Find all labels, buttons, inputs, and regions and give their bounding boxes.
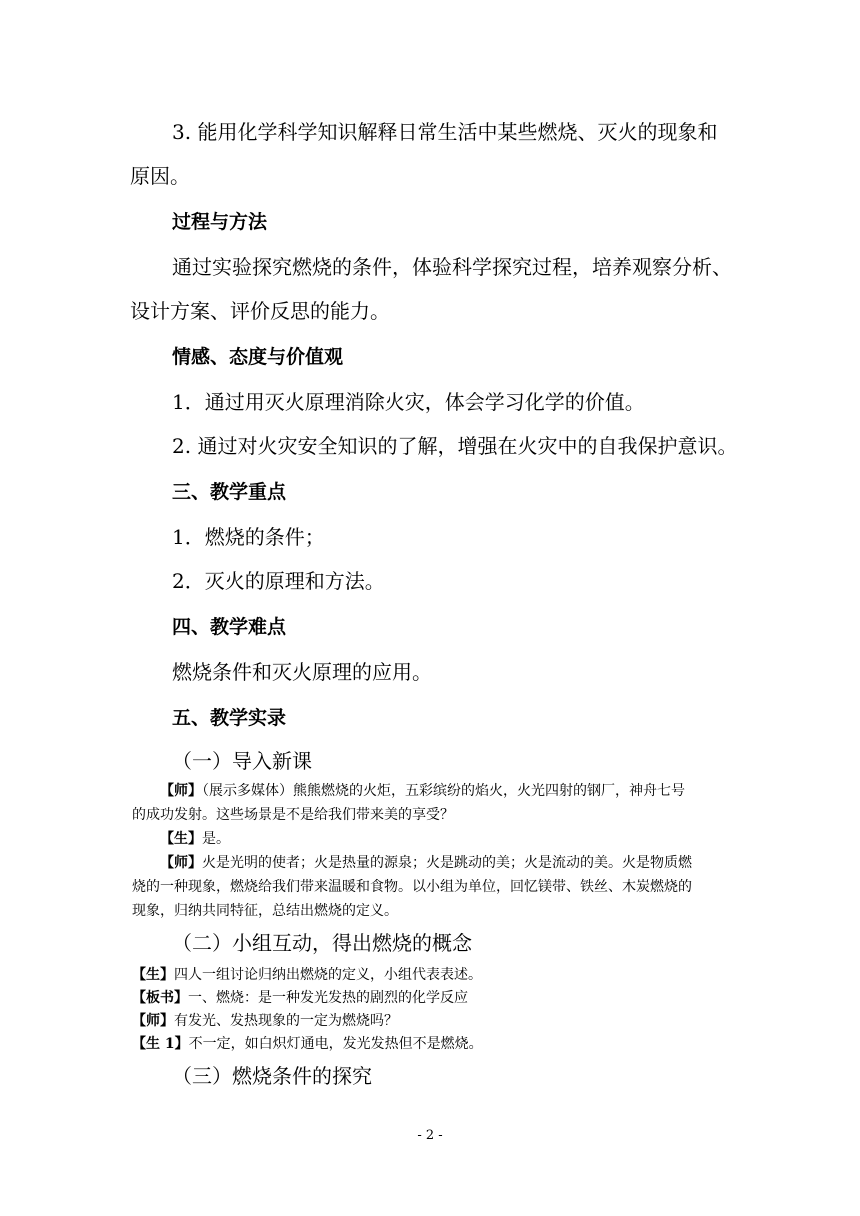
difficulties-text: 燃烧条件和灭火原理的应用。 <box>172 660 432 684</box>
process-text-line-1: 通过实验探究燃烧的条件，体验科学探究过程，培养观察分析、 <box>172 255 732 279</box>
dialogue-text: 不一定，如白炽灯通电，发光发热但不是燃烧。 <box>188 1036 483 1052</box>
speaker-label: 【生】 <box>132 967 174 983</box>
attitude-item-1: 1．通过用灭火原理消除火灾，体会学习化学的价值。 <box>172 390 645 414</box>
dialogue-student-2 <box>132 964 482 984</box>
speaker-label: 【生】 <box>160 831 202 847</box>
process-heading: 过程与方法 <box>172 211 268 233</box>
dialogue-teacher-1-line-2: 的成功发射。这些场景是不是给我们带来美的享受？ <box>132 807 454 823</box>
dialogue-teacher-3 <box>132 1010 398 1030</box>
attitude-heading: 情感、态度与价值观 <box>172 346 344 368</box>
key-point-item-2: 2．灭火的原理和方法。 <box>172 569 385 593</box>
dialogue-teacher-1-line-1 <box>160 780 685 800</box>
board-writing <box>132 987 468 1007</box>
objective-item-3-line-1: 3. 能用化学科学知识解释日常生活中某些燃烧、灭火的现象和 <box>172 120 718 144</box>
objective-item-3-line-2: 原因。 <box>130 164 190 188</box>
part-3-title: （三）燃烧条件的探究 <box>172 1064 372 1088</box>
page-number: - 2 - <box>417 1128 443 1143</box>
key-points-heading: 三、教学重点 <box>172 481 287 503</box>
dialogue-text: 四人一组讨论归纳出燃烧的定义，小组代表表述。 <box>174 967 482 983</box>
part-2-title: （二）小组互动，得出燃烧的概念 <box>172 931 472 955</box>
dialogue-student-3 <box>132 1033 483 1053</box>
dialogue-student-1 <box>160 828 230 848</box>
dialogue-text: 是。 <box>202 831 230 847</box>
record-heading: 五、教学实录 <box>172 707 287 729</box>
speaker-label: 【师】 <box>160 855 202 871</box>
dialogue-text: 火是光明的使者；火是热量的源泉；火是跳动的美；火是流动的美。火是物质燃 <box>202 855 692 871</box>
dialogue-teacher-2-line-3: 现象，归纳共同特征，总结出燃烧的定义。 <box>132 903 398 919</box>
speaker-label: 【师】 <box>132 1013 174 1029</box>
attitude-item-2: 2. 通过对火灾安全知识的了解，增强在火灾中的自我保护意识。 <box>172 434 738 458</box>
dialogue-text: 有发光、发热现象的一定为燃烧吗？ <box>174 1013 398 1029</box>
part-1-title: （一）导入新课 <box>172 749 312 773</box>
dialogue-text: （展示多媒体）熊熊燃烧的火炬，五彩缤纷的焰火，火光四射的钢厂，神舟七号 <box>202 783 685 799</box>
key-point-item-1: 1．燃烧的条件； <box>172 525 325 549</box>
dialogue-teacher-2-line-1 <box>160 852 692 872</box>
speaker-label: 【师】 <box>160 783 202 799</box>
dialogue-text: 一、燃烧：是一种发光发热的剧烈的化学反应 <box>188 990 468 1006</box>
dialogue-teacher-2-line-2: 烧的一种现象，燃烧给我们带来温暖和食物。以小组为单位，回忆镁带、铁丝、木炭燃烧的 <box>132 879 692 895</box>
process-text-line-2: 设计方案、评价反思的能力。 <box>130 299 390 323</box>
difficulties-heading: 四、教学难点 <box>172 616 287 638</box>
speaker-label: 【生 1】 <box>132 1036 189 1052</box>
speaker-label: 【板书】 <box>132 990 188 1006</box>
